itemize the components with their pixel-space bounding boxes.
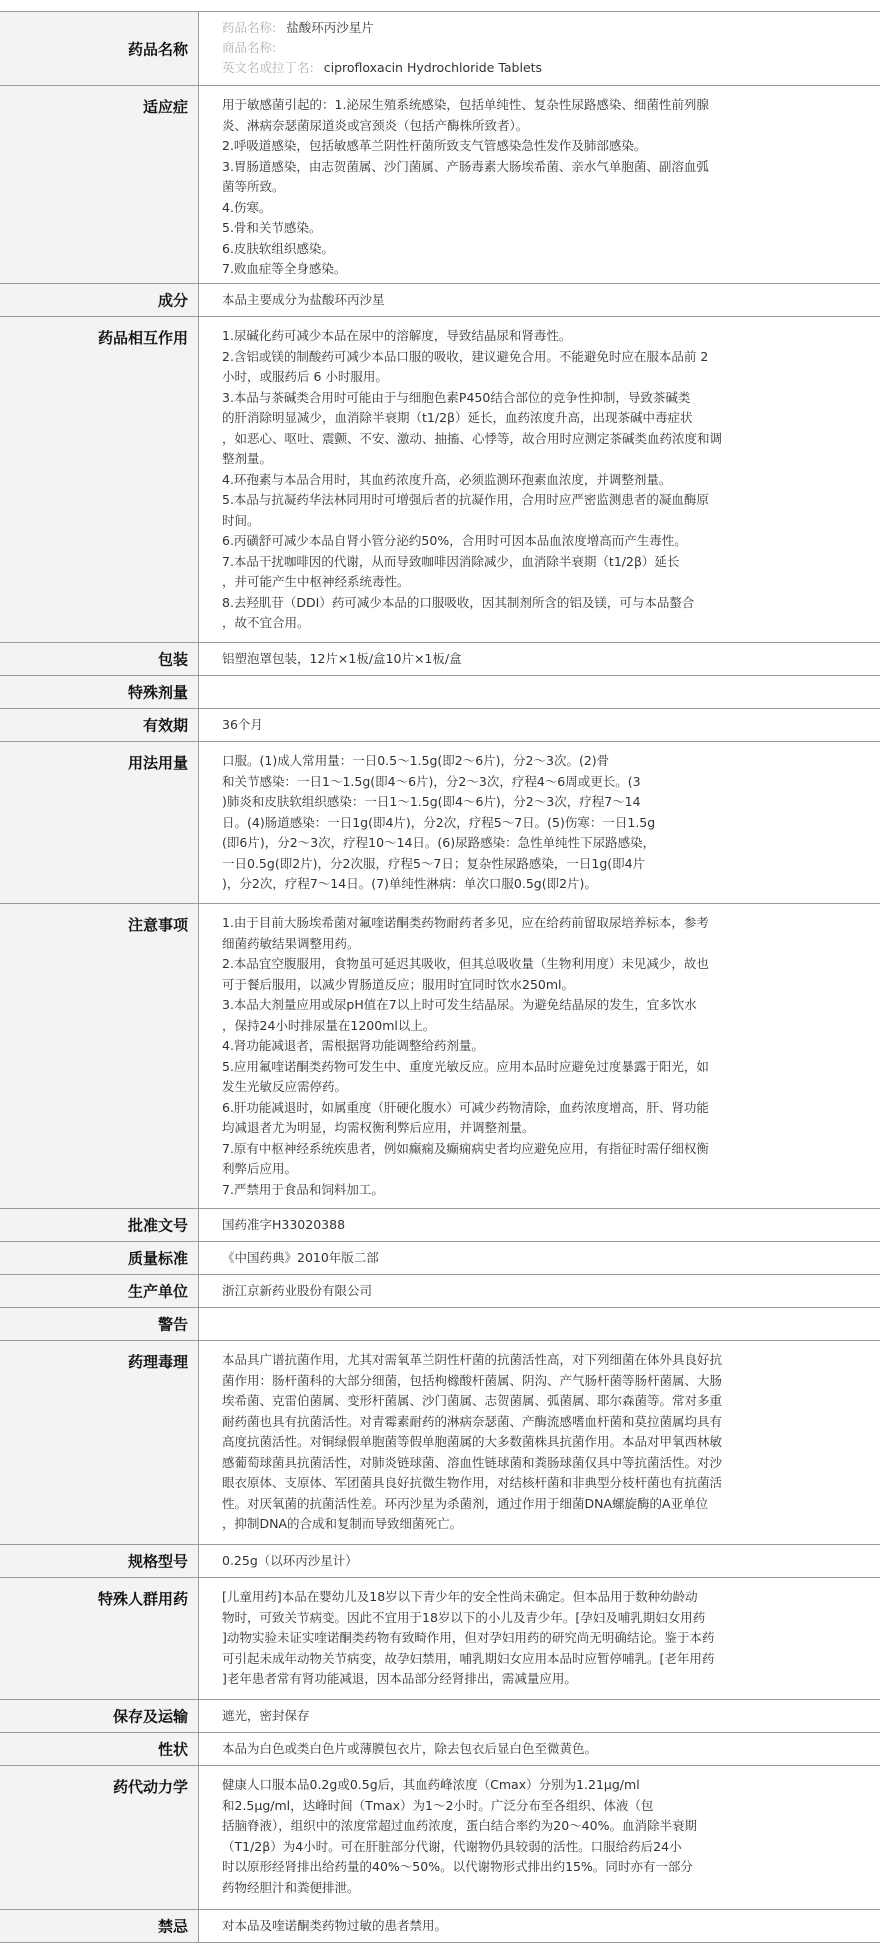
text-line: 3.本品大剂量应用或尿pH值在7以上时可发生结晶尿。为避免结晶尿的发生，宜多饮水 [222,997,697,1012]
row-composition [0,283,880,316]
row-label: 药品名称 [127,40,188,58]
text-line: 4.伤寒。 [222,199,272,215]
row-precautions [0,903,880,1208]
english-name-label: 英文名或拉丁名: [222,60,314,75]
text-line: 均减退者尤为明显，均需权衡利弊后应用，并调整剂量。 [222,1120,535,1135]
row-label-cell [0,742,199,903]
drug-name-values [222,18,868,78]
text-line: )肺炎和皮肤软组织感染：一日1～1.5g(即4～6片)，分2～3次，疗程7～14 [222,794,641,809]
text-line: 2.呼吸道感染，包括敏感革兰阴性杆菌所致支气管感染急性发作及肺部感染。 [222,138,647,153]
text-line: 1.由于目前大肠埃希菌对氟喹诺酮类药物耐药者多见，应在给药前留取尿培养标本，参考 [222,915,709,930]
text-line: 时以原形经肾排出给药量的40%～50%。以代谢物形式排出约15%。同时亦有一部分 [222,1859,693,1874]
text-line: 7.败血症等全身感染。 [222,261,347,276]
row-manufacturer [0,1274,880,1307]
generic-name-value: 盐酸环丙沙星片 [286,20,374,35]
row-label-cell [0,284,199,316]
row-label-cell [0,1700,199,1732]
text-line: 用于敏感菌引起的：1.泌尿生殖系统感染，包括单纯性、复杂性尿路感染、细菌性前列腺 [222,97,709,112]
row-pharmacokinetics [0,1765,880,1909]
text-line: 高度抗菌活性。对铜绿假单胞菌等假单胞菌属的大多数菌株具抗菌作用。本品对甲氧西林敏 [222,1434,723,1449]
text-line: 物时，可致关节病变。因此不宜用于18岁以下的小儿及青少年。[孕妇及哺乳期妇女用药 [222,1609,706,1625]
text-line: 6.皮肤软组织感染。 [222,240,334,256]
text-line: 可引起未成年动物关节病变，故孕妇禁用，哺乳期妇女应用本品时应暂停哺乳。[老年用药 [222,1650,715,1666]
text-line: )，分2次，疗程7～14日。(7)单纯性淋病：单次口服0.5g(即2片)。 [222,876,597,891]
text-line: ，抑制DNA的合成和复制而导致细菌死亡。 [222,1516,463,1531]
text-line: 性。对厌氧菌的抗菌活性差。环丙沙星为杀菌剂，通过作用于细菌DNA螺旋酶的A亚单位 [222,1495,709,1511]
text-line: 8.去羟肌苷（DDI）药可减少本品的口服吸收，因其制剂所含的铝及镁，可与本品螯合 [222,594,695,610]
row-appearance [0,1732,880,1765]
text-line: ，保持24小时排尿量在1200ml以上。 [222,1017,436,1033]
row-label: 适应症 [142,98,188,116]
text-line: 眼衣原体、支原体、军团菌具良好抗微生物作用，对结核杆菌和非典型分枝杆菌也有抗菌活 [222,1475,723,1490]
text-line: 6.肝功能减退时，如属重度（肝硬化腹水）可减少药物清除，血药浓度增高，肝、肾功能 [222,1099,709,1115]
text-line: ]老年患者常有肾功能减退，因本品部分经肾排出，需减量应用。 [222,1671,577,1686]
row-special-dosage [0,675,880,708]
row-label-cell [0,1910,199,1942]
row-contraindications [0,1909,880,1943]
text-line: （T1/2β）为4小时。可在肝脏部分代谢，代谢物仍具较弱的活性。口服给药后24小 [222,1838,682,1854]
row-label: 规格型号 [127,1552,188,1571]
row-label: 禁忌 [157,1917,188,1936]
generic-name-label: 药品名称: [222,20,277,35]
storage-text: 遮光，密封保存 [222,1707,310,1723]
packaging-text: 铝塑泡罩包装，12片×1板/盒10片×1板/盒 [222,650,462,666]
row-label-cell [0,86,199,283]
text-line: 口服。(1)成人常用量：一日0.5～1.5g(即2～6片)，分2～3次。(2)骨 [222,753,610,768]
text-line: 菌作用：肠杆菌科的大部分细菌，包括枸橼酸杆菌属、阴沟、产气肠杆菌等肠杆菌属、大肠 [222,1372,723,1388]
text-line: 5.应用氟喹诺酮类药物可发生中、重度光敏反应。应用本品时应避免过度暴露于阳光，如 [222,1058,709,1074]
row-label-cell [0,12,199,85]
row-label-cell [0,643,199,675]
row-packaging [0,642,880,675]
row-label: 成分 [157,291,188,310]
text-line: ]动物实验未证实喹诺酮类药物有致畸作用，但对孕妇用药的研究尚无明确结论。鉴于本药 [222,1630,715,1645]
english-name-value: ciprofloxacin Hydrochloride Tablets [323,60,543,75]
interactions-text [222,326,868,634]
text-line: 的肝消除明显减少，血消除半衰期（t1/2β）延长，血药浓度升高，出现茶碱中毒症状 [222,410,693,425]
text-line: 2.本品宜空腹服用，食物虽可延迟其吸收，但其总吸收量（生物利用度）未见减少，故也 [222,956,709,971]
row-label-cell [0,1545,199,1577]
row-label: 包装 [157,650,188,669]
row-warning [0,1307,880,1340]
approval-text: 国药准字H33020388 [222,1216,346,1232]
text-line: 3.本品与茶碱类合用时可能由于与细胞色素P450结合部位的竞争性抑制，导致茶碱类 [222,389,691,405]
text-line: 3.胃肠道感染，由志贺菌属、沙门菌属、产肠毒素大肠埃希菌、亲水气单胞菌、副溶血弧 [222,158,709,174]
manufacturer-text: 浙江京新药业股份有限公司 [222,1282,373,1298]
text-line: 日。(4)肠道感染：一日1g(即4片)，分2次，疗程5～7日。(5)伤寒：一日1.5g [222,814,656,830]
row-label: 警告 [157,1315,188,1334]
row-label-cell [0,1242,199,1274]
text-line: 可于餐后服用，以减少胃肠道反应；服用时宜同时饮水250ml。 [222,976,575,992]
row-label-cell [0,1275,199,1307]
row-label-cell [0,1308,199,1340]
usage-text [222,751,868,895]
row-standard [0,1241,880,1274]
text-line: 7.严禁用于食品和饲料加工。 [222,1181,384,1197]
text-line: 整剂量。 [222,451,273,466]
text-line: 利弊后应用。 [222,1161,298,1176]
row-label-cell [0,676,199,708]
contraindications-text: 对本品及喹诺酮类药物过敏的患者禁用。 [222,1917,448,1933]
text-line: 耐药菌也具有抗菌活性。对青霉素耐药的淋病奈瑟菌、产酶流感嗜血杆菌和莫拉菌属均具有 [222,1413,723,1429]
text-line: 本品具广谱抗菌作用，尤其对需氧革兰阴性杆菌的抗菌活性高，对下列细菌在体外具良好抗 [222,1352,723,1367]
text-line: 药物经胆汁和粪便排泄。 [222,1879,360,1895]
text-line: 炎、淋病奈瑟菌尿道炎或宫颈炎（包括产酶株所致者）。 [222,117,529,133]
row-pharmacology [0,1340,880,1544]
trade-name-label: 商品名称: [222,40,277,55]
pharmacology-text [222,1350,868,1535]
appearance-text: 本品为白色或类白色片或薄膜包衣片，除去包衣后显白色至微黄色。 [222,1740,598,1756]
row-special-population [0,1577,880,1699]
text-line: 菌等所致。 [222,179,285,194]
row-label: 特殊剂量 [127,683,188,702]
row-label: 药品相互作用 [97,329,188,347]
text-line: ，如恶心、呕吐、震颤、不安、激动、抽搐、心悸等，故合用时应测定茶碱类血药浓度和调 [222,430,723,446]
precautions-text [222,913,868,1200]
row-indications [0,85,880,283]
text-line: 和2.5μg/ml，达峰时间（Tmax）为1～2小时。广泛分布至各组织、体液（包 [222,1797,654,1813]
row-label: 保存及运输 [112,1707,188,1726]
row-label: 用法用量 [127,754,188,772]
row-drug-name [0,11,880,85]
text-line: 埃希菌、克雷伯菌属、变形杆菌属、沙门菌属、志贺菌属、弧菌属、耶尔森菌等。常对多重 [222,1393,723,1408]
row-interactions [0,316,880,642]
indications-text [222,95,868,280]
row-label: 药理毒理 [127,1353,188,1371]
text-line: 6.丙磺舒可减少本品自肾小管分泌约50%，合用时可因本品血浓度增高而产生毒性。 [222,533,687,548]
text-line: 感葡萄球菌具抗菌活性，对肺炎链球菌、溶血性链球菌和粪肠球菌仅具中等抗菌活性。对沙 [222,1454,723,1470]
pharmacokinetics-text [222,1775,868,1898]
row-label-cell [0,1209,199,1241]
row-label-cell [0,1341,199,1544]
text-line: 括脑脊液），组织中的浓度常超过血药浓度，蛋白结合率约为20～40%。血消除半衰期 [222,1818,697,1833]
row-label: 有效期 [142,716,188,735]
row-label: 药代动力学 [112,1778,188,1796]
specification-text: 0.25g（以环丙沙星计） [222,1552,358,1568]
text-line: 5.骨和关节感染。 [222,220,322,235]
row-label: 注意事项 [127,916,188,934]
text-line: 7.本品干扰咖啡因的代谢，从而导致咖啡因消除减少，血消除半衰期（t1/2β）延长 [222,553,680,569]
row-label: 质量标准 [127,1249,188,1268]
text-line: 健康人口服本品0.2g或0.5g后，其血药峰浓度（Cmax）分别为1.21μg/ml [222,1777,640,1792]
text-line: 4.环孢素与本品合用时，其血药浓度升高，必须监测环孢素血浓度，并调整剂量。 [222,471,672,487]
text-line: 细菌药敏结果调整用药。 [222,935,360,951]
text-line: 7.原有中枢神经系统疾患者，例如癫痫及癫痫病史者均应避免应用，有指征时需仔细权衡 [222,1140,709,1156]
text-line: ，故不宜合用。 [222,615,310,630]
row-label-cell [0,1578,199,1699]
text-line: 时间。 [222,512,260,528]
row-label-cell [0,317,199,642]
composition-text: 本品主要成分为盐酸环丙沙星 [222,291,385,307]
row-label: 生产单位 [127,1282,188,1301]
text-line: [儿童用药]本品在婴幼儿及18岁以下青少年的安全性尚未确定。但本品用于数种幼龄动 [222,1589,698,1604]
row-approval [0,1208,880,1241]
row-usage [0,741,880,903]
standard-text: 《中国药典》2010年版二部 [222,1249,379,1265]
row-label-cell [0,709,199,741]
text-line: ，并可能产生中枢神经系统毒性。 [222,574,410,589]
row-label-cell [0,1733,199,1765]
text-line: 和关节感染：一日1～1.5g(即4～6片)，分2～3次，疗程4～6周或更长。(3 [222,773,641,789]
text-line: 2.含铝或镁的制酸药可减少本品口服的吸收，建议避免合用。不能避免时应在服本品前 2 [222,348,709,364]
validity-text: 36个月 [222,716,263,732]
text-line: 4.肾功能减退者，需根据肾功能调整给药剂量。 [222,1038,484,1053]
text-line: 小时，或服药后 6 小时服用。 [222,369,388,384]
row-validity [0,708,880,741]
text-line: 发生光敏反应需停药。 [222,1079,348,1094]
row-label-cell [0,904,199,1208]
row-specification [0,1544,880,1577]
row-label: 性状 [157,1740,188,1759]
text-line: 5.本品与抗凝药华法林同用时可增强后者的抗凝作用，合用时应严密监测患者的凝血酶原 [222,492,709,507]
text-line: 一日0.5g(即2片)，分2次服，疗程5～7日；复杂性尿路感染，一日1g(即4片 [222,855,646,871]
text-line: 1.尿碱化药可减少本品在尿中的溶解度，导致结晶尿和肾毒性。 [222,328,572,343]
row-label: 批准文号 [127,1216,188,1235]
text-line: (即6片)，分2～3次，疗程10～14日。(6)尿路感染：急性单纯性下尿路感染， [222,835,656,850]
row-label: 特殊人群用药 [97,1590,188,1608]
row-storage [0,1699,880,1732]
row-label-cell [0,1766,199,1909]
special-population-text [222,1587,868,1690]
